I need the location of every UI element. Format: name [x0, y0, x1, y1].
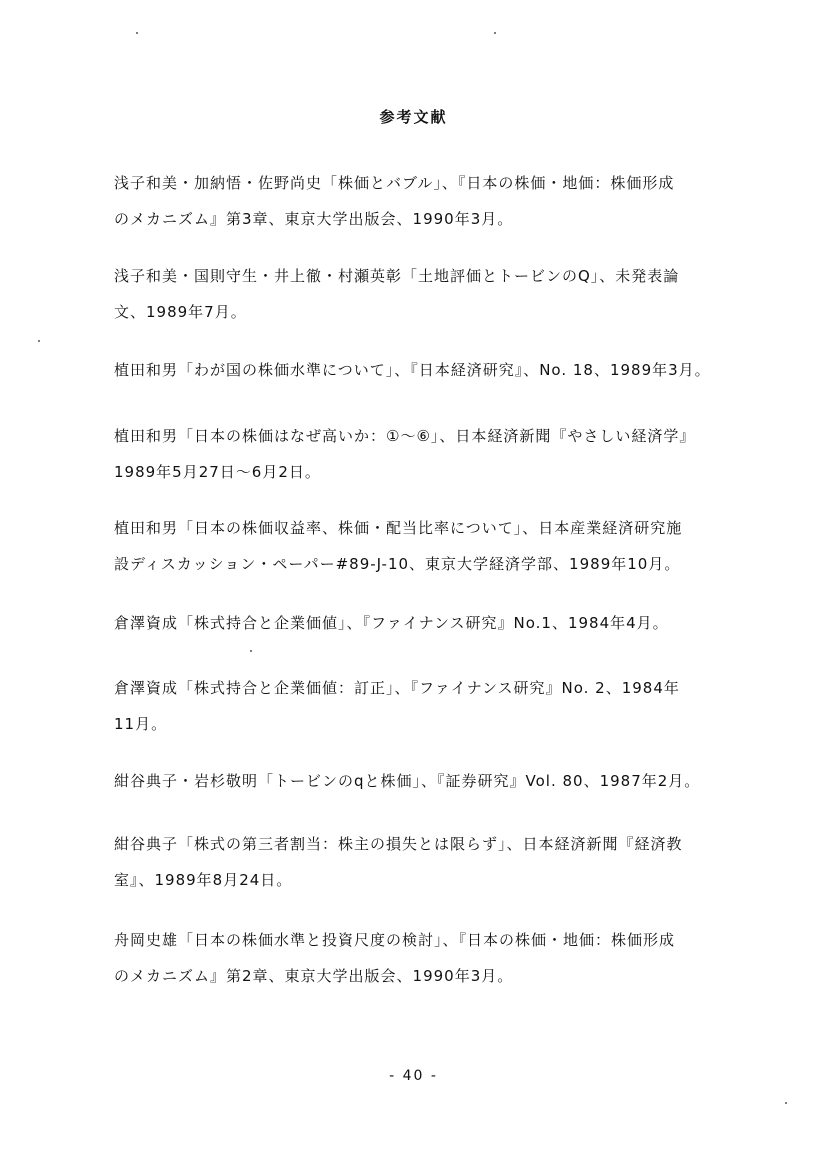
reference-line: 植田和男「日本の株価収益率、株価・配当比率について」、日本産業経済研究施	[114, 519, 683, 537]
reference-item	[114, 763, 754, 799]
reference-item	[114, 418, 754, 490]
reference-item	[114, 605, 754, 641]
reference-line: 室』、1989年8月24日。	[114, 871, 293, 889]
scan-speck	[38, 340, 40, 342]
reference-line: 1989年5月27日～6月2日。	[114, 463, 321, 481]
reference-line: 紺谷典子・岩杉敬明「トービンのqと株価」、『証券研究』Vol. 80、1987年2月。	[114, 772, 701, 790]
reference-item	[114, 670, 754, 742]
reference-line: 倉澤資成「株式持合と企業価値」、『ファイナンス研究』No.1、1984年4月。	[114, 614, 669, 632]
reference-line: のメカニズム』第2章、東京大学出版会、1990年3月。	[114, 967, 514, 985]
reference-line: 植田和男「わが国の株価水準について」、『日本経済研究』、No. 18、1989年3月。	[114, 361, 711, 379]
reference-item	[114, 826, 754, 898]
reference-line: のメカニズム』第3章、東京大学出版会、1990年3月。	[114, 210, 514, 228]
reference-line: 設ディスカッション・ペーパー#89-J-10、東京大学経済学部、1989年10月。	[114, 555, 681, 573]
reference-line: 浅子和美・加納悟・佐野尚史「株価とバブル」、『日本の株価・地価：株価形成	[114, 174, 675, 192]
reference-line: 浅子和美・国則守生・井上徹・村瀬英彰「土地評価とトービンのQ」、未発表論	[114, 267, 680, 285]
page-title: 参考文献	[379, 108, 448, 126]
reference-item	[114, 510, 754, 582]
reference-line: 倉澤資成「株式持合と企業価値：訂正」、『ファイナンス研究』No. 2、1984年	[114, 679, 680, 697]
scan-speck	[136, 32, 138, 34]
scan-speck	[494, 32, 496, 34]
scan-speck	[250, 650, 252, 652]
reference-line: 文、1989年7月。	[114, 303, 247, 321]
reference-item	[114, 352, 754, 388]
scan-speck	[785, 1102, 787, 1104]
reference-line: 舟岡史雄「日本の株価水準と投資尺度の検討」、『日本の株価・地価：株価形成	[114, 931, 676, 949]
reference-line: 11月。	[114, 715, 168, 733]
reference-item	[114, 165, 754, 237]
reference-item	[114, 922, 754, 994]
reference-line: 植田和男「日本の株価はなぜ高いか：①～⑥」、日本経済新聞『やさしい経済学』	[114, 427, 696, 445]
reference-line: 紺谷典子「株式の第三者割当：株主の損失とは限らず」、日本経済新聞『経済教	[114, 835, 683, 853]
reference-item	[114, 258, 754, 330]
page-number: - 40 -	[389, 1068, 438, 1084]
